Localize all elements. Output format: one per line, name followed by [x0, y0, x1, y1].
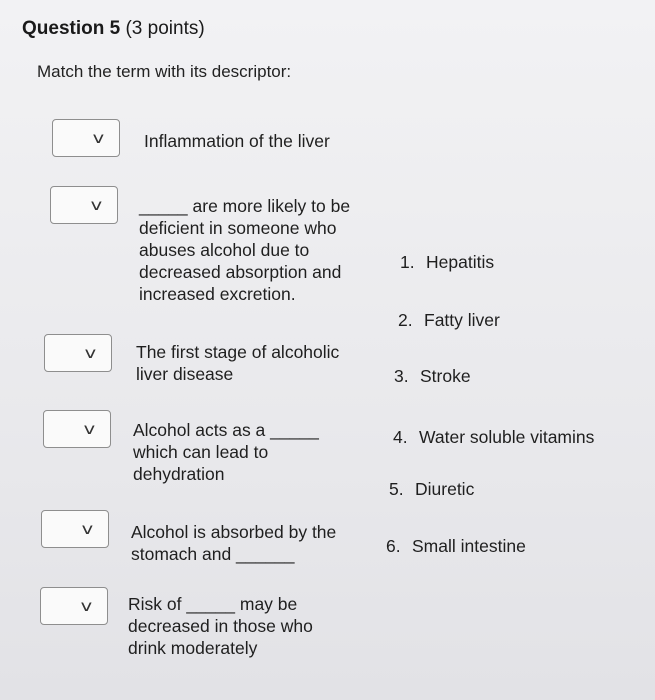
question-prompt: Match the term with its descriptor: — [37, 62, 292, 81]
option-number: 6. — [386, 536, 401, 556]
option-label: Diuretic — [415, 479, 475, 499]
option-number: 1. — [400, 252, 415, 272]
option-1 — [400, 252, 494, 273]
option-3 — [394, 366, 471, 387]
option-6 — [386, 536, 526, 557]
option-number: 5. — [389, 479, 404, 499]
chevron-down-icon: v — [90, 196, 103, 214]
option-label: Small intestine — [412, 536, 526, 556]
option-label: Stroke — [420, 366, 471, 386]
match-dropdown-2[interactable] — [50, 186, 118, 224]
option-number: 3. — [394, 366, 409, 386]
option-label: Hepatitis — [426, 252, 495, 272]
question-number: Question 5 — [22, 18, 121, 39]
descriptor-5: Alcohol is absorbed by the stomach and ______ — [131, 522, 337, 564]
descriptor-6: Risk of _____ may be decreased in those who drink moderately — [128, 594, 313, 658]
option-2 — [398, 310, 500, 331]
match-dropdown-6[interactable] — [40, 587, 108, 625]
descriptor-2: _____ are more likely to be deficient in someone who abuses alcohol due to decreased absorption and increased excretion. — [139, 196, 351, 304]
question-points: (3 points) — [125, 18, 205, 39]
descriptor-4: Alcohol acts as a _____ which can lead to dehydration — [133, 420, 319, 484]
option-label: Fatty liver — [424, 310, 500, 330]
chevron-down-icon: v — [80, 597, 93, 615]
option-number: 4. — [393, 427, 408, 447]
chevron-down-icon: v — [92, 129, 105, 147]
match-dropdown-5[interactable] — [41, 510, 109, 548]
option-5 — [389, 479, 474, 500]
chevron-down-icon: v — [84, 344, 97, 362]
match-dropdown-1[interactable] — [52, 119, 120, 157]
option-4 — [393, 427, 594, 448]
chevron-down-icon: v — [81, 520, 94, 538]
question-title — [22, 18, 205, 40]
option-label: Water soluble vitamins — [419, 427, 595, 447]
match-dropdown-4[interactable] — [43, 410, 111, 448]
chevron-down-icon: v — [83, 420, 96, 438]
descriptor-1: Inflammation of the liver — [144, 131, 330, 151]
match-dropdown-3[interactable] — [44, 334, 112, 372]
descriptor-3: The first stage of alcoholic liver disease — [136, 342, 340, 384]
option-number: 2. — [398, 310, 413, 330]
